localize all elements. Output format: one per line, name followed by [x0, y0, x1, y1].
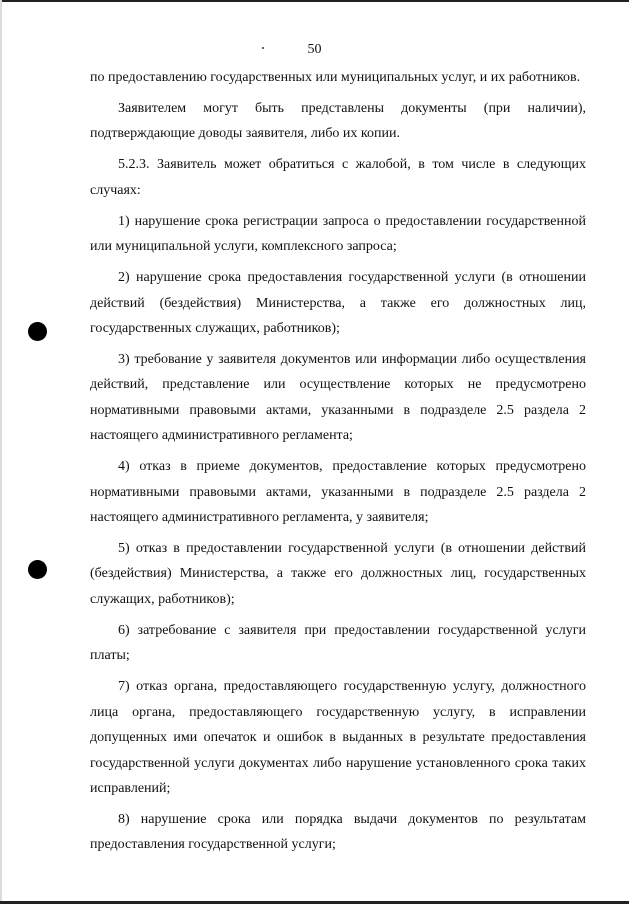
- paragraph-documents: Заявителем могут быть представлены документы (при наличии), подтверждающие доводы заявителя, либо их копии.: [90, 101, 586, 142]
- list-item-8: 8) нарушение срока или порядка выдачи документов по результатам предоставления государственной услуги;: [90, 811, 586, 853]
- document-body: [90, 65, 586, 858]
- punch-hole-lower: [28, 560, 47, 579]
- paragraph-section-5-2-3: 5.2.3. Заявитель может обратиться с жалобой, в том числе в следующих случаях:: [90, 157, 586, 198]
- list-item-7: 7) отказ органа, предоставляющего государственную услугу, должностного лица органа, предоставляющего государственную услугу, в исправлении допущенных ими опечаток и ошибок в выданных в результате предоставления государственной услуги документах либо нарушение установленного срока таких исправлений;: [90, 679, 586, 796]
- list-item-3: 3) требование у заявителя документов или информации либо осуществления действий, представление или осуществление которых не предусмотрено нормативными правовыми актами, указанными в подразделе 2.5 раздела 2 настоящего административного регламента;: [90, 352, 586, 444]
- punch-hole-upper: [28, 322, 47, 341]
- list-item-2: 2) нарушение срока предоставления государственной услуги (в отношении действий (бездействия) Министерства, а также его должностных лиц, государственных служащих, работников);: [90, 270, 586, 337]
- scan-top-edge: [0, 0, 629, 2]
- list-item-1: 1) нарушение срока регистрации запроса о предоставлении государственной или муниципальной услуги, комплексного запроса;: [90, 213, 586, 255]
- list-item-6: 6) затребование с заявителя при предоставлении государственной услуги платы;: [90, 622, 586, 664]
- list-item-4: 4) отказ в приеме документов, предоставление которых предусмотрено нормативными правовыми актами, указанными в подразделе 2.5 раздела 2 настоящего административного регламента, у заявителя;: [90, 459, 586, 526]
- list-item-5: 5) отказ в предоставлении государственной услуги (в отношении действий (бездействия) Министерства, а также его должностных лиц, государственных служащих, работников);: [90, 541, 586, 607]
- scan-left-edge: [0, 0, 2, 904]
- page-number: 50: [307, 42, 322, 57]
- paragraph-continuation: по предоставлению государственных или муниципальных услуг, и их работников.: [90, 70, 581, 85]
